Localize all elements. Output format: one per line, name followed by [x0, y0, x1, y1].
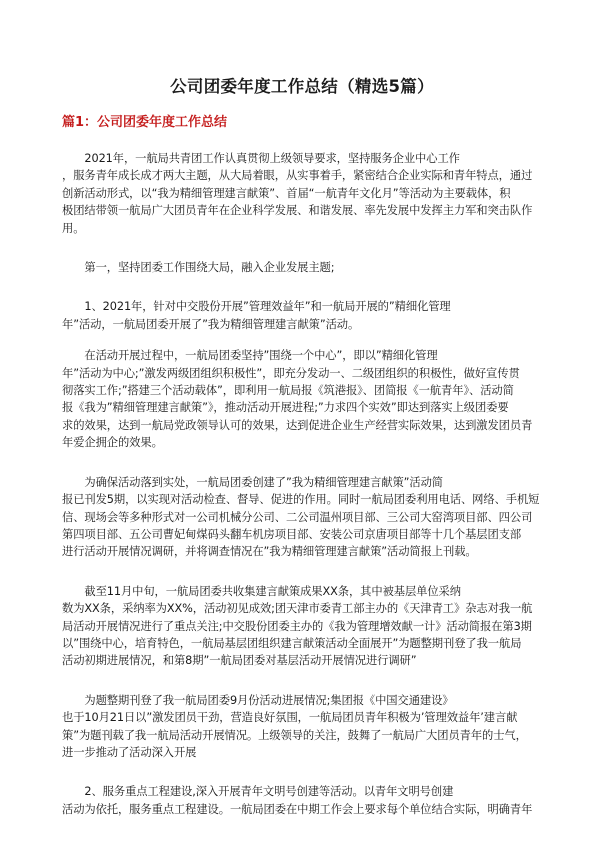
- body-paragraph: [62, 347, 542, 451]
- paragraph-line: 1、2021年，针对中交股份开展”管理效益年”和一航局开展的”精细化管理: [62, 300, 451, 314]
- paragraph-line: 以”围绕中心，培育特色，一航局基层团组织建言献策活动全面展开”为题整期刊登了我一航局: [62, 636, 522, 650]
- paragraph-line: 数为XX条，采纳率为XX%，活动初见成效;团天津市委青工部主办的《天津青工》杂志对我一航: [62, 602, 533, 616]
- paragraph-line: 第一，坚持团委工作围绕大局，融入企业发展主题;: [62, 261, 335, 275]
- paragraph-line: 为题整期刊登了我一航局团委9月份活动进展情况;集团报《中国交通建设》: [62, 693, 454, 707]
- paragraph-line: 第四项目部、五公司曹妃甸煤码头翻车机房项目部、安装公司京唐项目部等十几个基层团支部: [62, 527, 522, 541]
- paragraph-line: 用。: [62, 221, 85, 235]
- paragraph-line: 截至11月中旬，一航局团委共收集建言献策成果XX条，其中被基层单位采纳: [62, 584, 461, 598]
- section-heading: 篇1：公司团委年度工作总结: [62, 115, 228, 130]
- paragraph-line: 报《我为”精细管理建言献策”》，推动活动开展进程;”力求四个实效”即达到落实上级团委要: [62, 401, 509, 415]
- paragraph-line: 局活动开展情况进行了重点关注;中交股份团委主办的《我为管理增效献一计》活动简报在第3期: [62, 619, 532, 633]
- paragraph-line: 2、服务重点工程建设,深入开展青年文明号创建等活动。以青年文明号创建: [62, 785, 454, 799]
- paragraph-line: 活动初期进展情况，和第8期”一航局团委对基层活动开展情况进行调研”: [62, 654, 417, 668]
- body-paragraph: [62, 474, 542, 561]
- paragraph-line: 策”为题刊载了我一航局活动开展情况。上级领导的关注，鼓舞了一航局广大团员青年的士气，: [62, 728, 527, 742]
- paragraph-line: 年爱企拥企的效果。: [62, 436, 163, 450]
- paragraph-line: 进一步推动了活动深入开展: [62, 745, 197, 759]
- paragraph-line: 彻落实工作;”搭建三个活动载体”，即利用一航局报《筑港报》、团简报《一航青年》、活动简: [62, 384, 514, 398]
- paragraph-line: 也于10月21日以”激发团员干劲，营造良好氛围，一航局团员青年积极为’管理效益年’建言献: [62, 711, 518, 725]
- paragraph-line: 为确保活动落到实处，一航局团委创建了”我为精细管理建言献策”活动简: [62, 475, 444, 489]
- body-paragraph: [62, 692, 542, 762]
- paragraph-line: 活动为依托，服务重点工程建设。一航局团委在中期工作会上要求每个单位结合实际，明确青年: [62, 802, 533, 816]
- paragraph-line: 求的效果，达到一航局党政领导认可的效果，达到促进企业生产经营实际效果，达到激发团员青: [62, 418, 533, 432]
- paragraph-line: 报已刊发5期，以实现对活动检查、督导、促进的作用。同时一航局团委利用电话、网络、手机短: [62, 493, 540, 507]
- document-body: [62, 150, 542, 818]
- body-paragraph: [62, 150, 542, 237]
- paragraph-line: 2021年，一航局共青团工作认真贯彻上级领导要求，坚持服务企业中心工作: [62, 152, 460, 165]
- body-paragraph: [62, 583, 542, 670]
- paragraph-line: 极团结带领一航局广大团员青年在企业科学发展、和谐发展、率先发展中发挥主力军和突击队作: [62, 204, 533, 218]
- paragraph-line: 进行活动开展情况调研，并将调查情况在”我为精细管理建言献策”活动简报上刊载。: [62, 545, 477, 559]
- paragraph-line: 信、现场会等多种形式对一公司机械分公司、二公司温州项目部、三公司大窑湾项目部、四公司: [62, 510, 533, 524]
- paragraph-line: 年”活动为中心;”激发两级团组织积极性”，即充分发动一、二级团组织的积极性，做好宣传贯: [62, 366, 520, 380]
- body-paragraph: [62, 298, 542, 333]
- paragraph-line: ，服务青年成长成才两大主题，从大局着眼，从实事着手，紧密结合企业实际和青年特点，通过: [62, 169, 533, 183]
- body-paragraph: [62, 783, 542, 818]
- paragraph-line: 在活动开展过程中，一航局团委坚持”围绕一个中心”，即以”精细化管理: [62, 349, 438, 363]
- body-paragraph: [62, 259, 542, 276]
- document-title: 公司团委年度工作总结（精选5篇）: [170, 77, 434, 96]
- paragraph-line: 年”活动，一航局团委开展了”我为精细管理建言献策”活动。: [62, 317, 360, 331]
- paragraph-line: 创新活动形式，以“我为精细管理建言献策”、首届“一航青年文化月”等活动为主要载体，积: [62, 186, 511, 200]
